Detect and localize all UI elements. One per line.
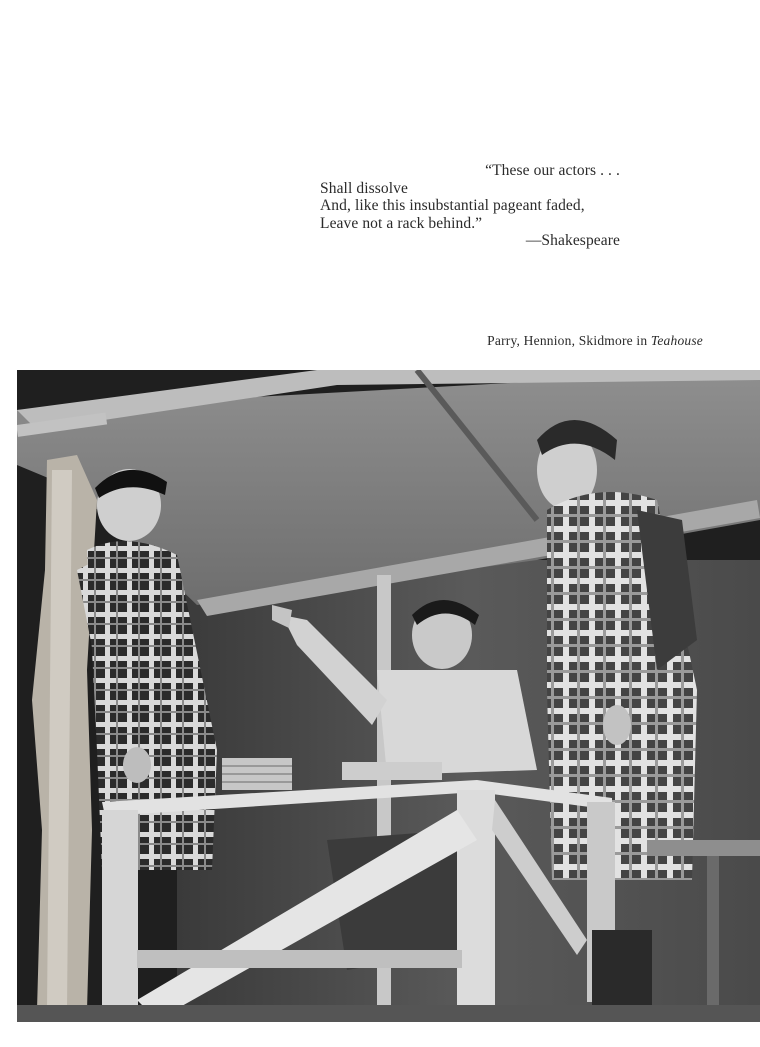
caption-names: Parry, Hennion, Skidmore in [487,333,651,348]
quote-line-3: And, like this insubstantial pageant faded, [320,197,585,214]
stage-photograph [17,370,760,1022]
quote-line-2: Shall dissolve [320,179,408,197]
caption-play-title: Teahouse [650,333,703,348]
epigraph-quote [320,162,620,250]
stage-scene-illustration [17,370,760,1022]
quote-line-1: “These our actors . . . [485,162,620,179]
quote-line-4: Leave not a rack behind.” [320,214,483,232]
quote-attribution: —Shakespeare [525,232,620,249]
photo-caption [487,333,703,349]
